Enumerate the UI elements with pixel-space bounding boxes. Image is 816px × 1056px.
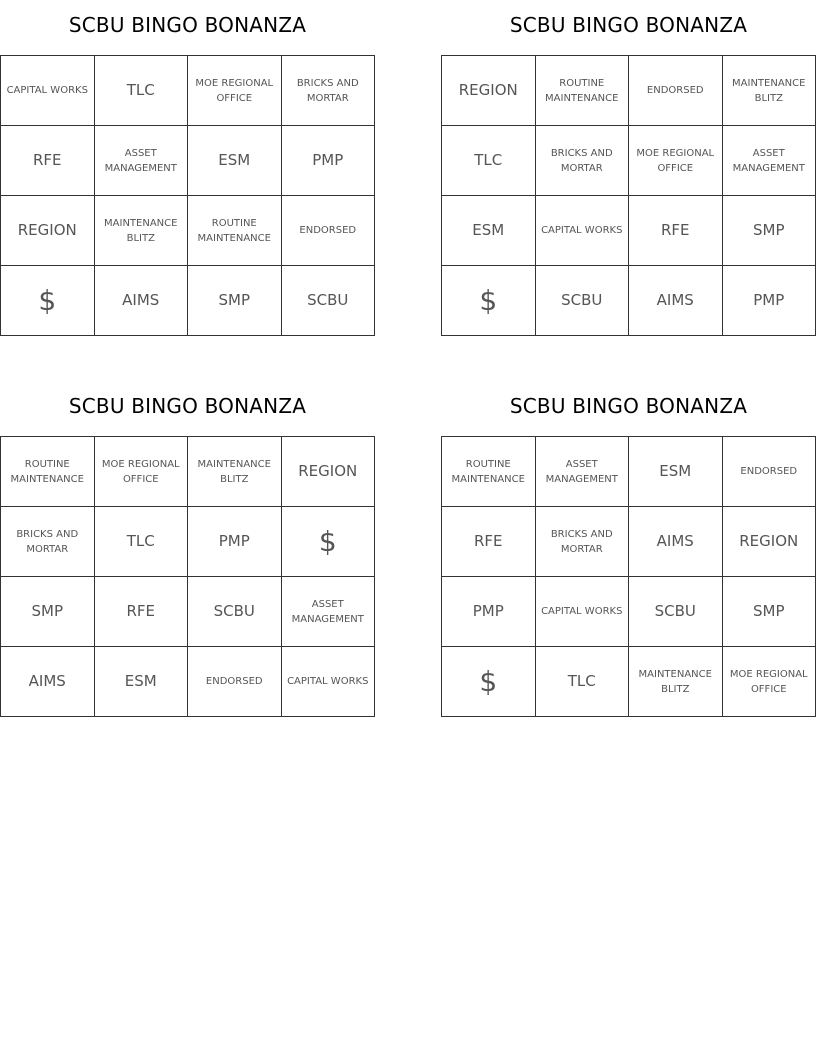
- bingo-cell: REGION: [281, 437, 375, 507]
- bingo-cell: MOE REGIONAL OFFICE: [94, 437, 188, 507]
- bingo-cell: MAINTENANCE BLITZ: [722, 56, 816, 126]
- bingo-cell: ASSET MANAGEMENT: [722, 126, 816, 196]
- bingo-cell: AIMS: [94, 266, 188, 336]
- bingo-cell: $: [442, 647, 536, 717]
- bingo-cell: MAINTENANCE BLITZ: [629, 647, 723, 717]
- bingo-cell: SMP: [1, 577, 95, 647]
- grid-row: [442, 437, 816, 507]
- grid-row: [442, 196, 816, 266]
- bingo-cell: RFE: [629, 196, 723, 266]
- card-title: SCBU BINGO BONANZA: [509, 394, 748, 418]
- bingo-grid: [0, 436, 375, 717]
- bingo-cell: SCBU: [535, 266, 629, 336]
- grid-row: [1, 647, 375, 717]
- bingo-cell: MOE REGIONAL OFFICE: [722, 647, 816, 717]
- bingo-cell: RFE: [1, 126, 95, 196]
- bingo-cell: SCBU: [629, 577, 723, 647]
- bingo-cell: ESM: [94, 647, 188, 717]
- grid-row: [442, 577, 816, 647]
- bingo-cell: SMP: [188, 266, 282, 336]
- bingo-cell: PMP: [442, 577, 536, 647]
- bingo-cell: SMP: [722, 196, 816, 266]
- bingo-cell: CAPITAL WORKS: [535, 577, 629, 647]
- bingo-cell: $: [1, 266, 95, 336]
- bingo-cell: ESM: [188, 126, 282, 196]
- grid-row: [1, 126, 375, 196]
- grid-row: [1, 437, 375, 507]
- grid-row: [442, 507, 816, 577]
- bingo-cell: ASSET MANAGEMENT: [535, 437, 629, 507]
- bingo-cell: MOE REGIONAL OFFICE: [188, 56, 282, 126]
- bingo-cell: TLC: [535, 647, 629, 717]
- card-title: SCBU BINGO BONANZA: [509, 13, 748, 37]
- bingo-grid: [441, 55, 816, 336]
- grid-row: [442, 126, 816, 196]
- bingo-cell: BRICKS AND MORTAR: [535, 507, 629, 577]
- grid-row: [1, 56, 375, 126]
- bingo-cell: ASSET MANAGEMENT: [281, 577, 375, 647]
- bingo-cell: AIMS: [1, 647, 95, 717]
- bingo-cell: AIMS: [629, 507, 723, 577]
- bingo-cell: RFE: [442, 507, 536, 577]
- bingo-grid: [441, 436, 816, 717]
- bingo-cell: REGION: [1, 196, 95, 266]
- grid-row: [1, 196, 375, 266]
- grid-row: [442, 266, 816, 336]
- bingo-cell: ROUTINE MAINTENANCE: [188, 196, 282, 266]
- grid-row: [1, 507, 375, 577]
- bingo-cell: MOE REGIONAL OFFICE: [629, 126, 723, 196]
- bingo-cell: ASSET MANAGEMENT: [94, 126, 188, 196]
- bingo-cell: PMP: [722, 266, 816, 336]
- bingo-cell: REGION: [442, 56, 536, 126]
- grid-row: [1, 577, 375, 647]
- grid-row: [442, 647, 816, 717]
- bingo-cell: SCBU: [188, 577, 282, 647]
- grid-row: [1, 266, 375, 336]
- bingo-cell: BRICKS AND MORTAR: [535, 126, 629, 196]
- bingo-cell: RFE: [94, 577, 188, 647]
- bingo-cell: ESM: [629, 437, 723, 507]
- bingo-cell: ROUTINE MAINTENANCE: [535, 56, 629, 126]
- card-title: SCBU BINGO BONANZA: [68, 13, 307, 37]
- bingo-cell: TLC: [94, 507, 188, 577]
- bingo-cell: REGION: [722, 507, 816, 577]
- bingo-cell: $: [442, 266, 536, 336]
- bingo-cell: TLC: [442, 126, 536, 196]
- bingo-cell: PMP: [281, 126, 375, 196]
- bingo-cell: ENDORSED: [188, 647, 282, 717]
- bingo-cell: CAPITAL WORKS: [281, 647, 375, 717]
- bingo-cell: BRICKS AND MORTAR: [281, 56, 375, 126]
- bingo-cell: ROUTINE MAINTENANCE: [1, 437, 95, 507]
- bingo-cell: TLC: [94, 56, 188, 126]
- bingo-cell: PMP: [188, 507, 282, 577]
- grid-row: [442, 56, 816, 126]
- bingo-cell: MAINTENANCE BLITZ: [94, 196, 188, 266]
- bingo-cell: ESM: [442, 196, 536, 266]
- bingo-cell: SMP: [722, 577, 816, 647]
- bingo-grid: [0, 55, 375, 336]
- bingo-cell: $: [281, 507, 375, 577]
- bingo-cell: CAPITAL WORKS: [1, 56, 95, 126]
- bingo-cell: CAPITAL WORKS: [535, 196, 629, 266]
- bingo-cell: ENDORSED: [722, 437, 816, 507]
- bingo-cell: ROUTINE MAINTENANCE: [442, 437, 536, 507]
- bingo-cell: SCBU: [281, 266, 375, 336]
- bingo-cell: BRICKS AND MORTAR: [1, 507, 95, 577]
- card-title: SCBU BINGO BONANZA: [68, 394, 307, 418]
- bingo-cell: MAINTENANCE BLITZ: [188, 437, 282, 507]
- bingo-cell: ENDORSED: [629, 56, 723, 126]
- bingo-cell: ENDORSED: [281, 196, 375, 266]
- bingo-cell: AIMS: [629, 266, 723, 336]
